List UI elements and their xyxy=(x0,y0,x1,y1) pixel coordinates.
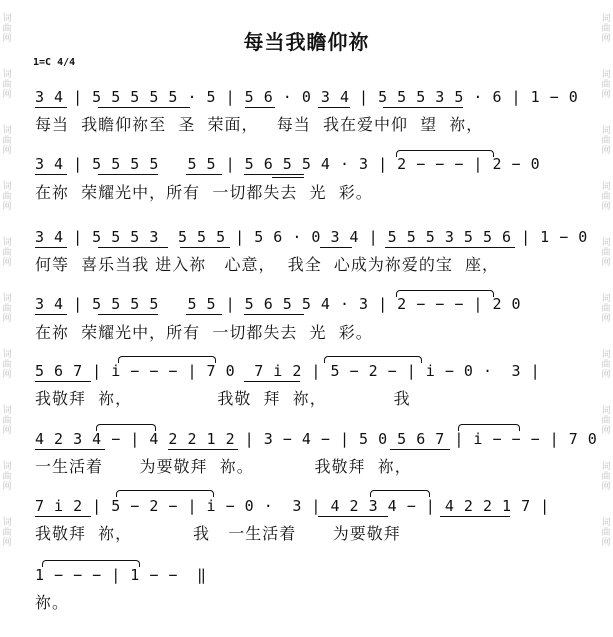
watermark-char: 词 xyxy=(601,14,611,24)
watermark-char: 网 xyxy=(2,482,12,492)
notation-line-3: 3 4 | 5 5 5 3 5 5 5 | 5 6 · 0 3 4 | 5 5 5 3 5 5 6 | 1 − 0 xyxy=(35,228,588,246)
watermark-char: 网 xyxy=(601,370,611,380)
watermark-char: 词 xyxy=(2,126,12,136)
beam xyxy=(385,247,515,248)
beam xyxy=(383,107,463,108)
watermark-char: 曲 xyxy=(2,80,12,90)
beam xyxy=(98,314,158,315)
watermark-group xyxy=(601,70,610,100)
watermark-group xyxy=(2,406,11,436)
notation-line-5: 5 6 7 | i − − − | 7 0 7 i 2 | 5 − 2 − | i − 0 · 3 | xyxy=(35,362,541,380)
watermark-char: 网 xyxy=(2,202,12,212)
watermark-char: 网 xyxy=(601,90,611,100)
lyrics-line-2: 在祢 荣耀光中，所有 一切都失去 光 彩。 xyxy=(35,183,373,202)
watermark-char: 曲 xyxy=(2,416,12,426)
beam xyxy=(320,247,352,248)
beam xyxy=(390,449,450,450)
tie xyxy=(96,424,156,431)
watermark-right xyxy=(599,0,613,637)
tie xyxy=(396,290,494,297)
watermark-char: 曲 xyxy=(601,416,611,426)
watermark-char: 网 xyxy=(2,90,12,100)
beam xyxy=(35,449,105,450)
watermark-char: 网 xyxy=(601,202,611,212)
tie xyxy=(42,560,140,567)
watermark-char: 曲 xyxy=(2,248,12,258)
watermark-group xyxy=(2,238,11,268)
watermark-char: 曲 xyxy=(2,528,12,538)
watermark-char: 词 xyxy=(601,462,611,472)
notation-line-1: 3 4 | 5 5 5 5 5 · 5 | 5 6 · 0 3 4 | 5 5 5 3 5 · 6 | 1 − 0 xyxy=(35,88,579,106)
watermark-char: 词 xyxy=(2,238,12,248)
watermark-char: 词 xyxy=(601,406,611,416)
watermark-group xyxy=(601,238,610,268)
watermark-char: 曲 xyxy=(2,360,12,370)
tie xyxy=(116,490,214,497)
lyrics-line-5: 我敬拜 祢， 我敬 拜 祢， 我 xyxy=(35,389,411,408)
beam xyxy=(186,174,222,175)
watermark-group xyxy=(601,518,610,548)
beam xyxy=(245,107,275,108)
beam xyxy=(35,107,67,108)
beam xyxy=(35,314,67,315)
watermark-char: 曲 xyxy=(601,360,611,370)
watermark-char: 词 xyxy=(601,350,611,360)
watermark-char: 词 xyxy=(2,350,12,360)
watermark-group xyxy=(601,350,610,380)
watermark-char: 词 xyxy=(2,294,12,304)
watermark-char: 词 xyxy=(2,70,12,80)
watermark-char: 词 xyxy=(2,182,12,192)
watermark-group xyxy=(2,294,11,324)
beam xyxy=(186,314,222,315)
watermark-char: 词 xyxy=(601,126,611,136)
watermark-char: 网 xyxy=(2,426,12,436)
notation-line-7: 7 i 2 | 5 − 2 − | i − 0 · 3 | 4 2 3 4 − | 4 2 2 1 7 | xyxy=(35,497,550,515)
beam xyxy=(180,247,230,248)
lyrics-line-8: 祢。 xyxy=(35,593,70,612)
watermark-char: 曲 xyxy=(601,192,611,202)
lyrics-line-1: 每当 我瞻仰祢至 圣 荣面， 每当 我在爱中仰 望 祢， xyxy=(35,115,484,134)
watermark-char: 曲 xyxy=(601,304,611,314)
watermark-char: 词 xyxy=(601,238,611,248)
beam xyxy=(272,177,304,178)
tie xyxy=(118,356,216,363)
watermark-group xyxy=(2,182,11,212)
watermark-char: 网 xyxy=(2,538,12,548)
watermark-group xyxy=(2,70,11,100)
notation-line-2: 3 4 | 5 5 5 5 5 5 | 5 6 5 5 4 · 3 | 2 − − − | 2 − 0 xyxy=(35,155,541,173)
beam xyxy=(318,107,350,108)
tie xyxy=(370,490,430,497)
watermark-char: 曲 xyxy=(2,136,12,146)
watermark-char: 网 xyxy=(601,426,611,436)
notation-line-6: 4 2 3 4 − | 4 2 2 1 2 | 3 − 4 − | 5 0 5 6 7 | i − − − | 7 0 xyxy=(35,430,598,448)
watermark-char: 网 xyxy=(2,314,12,324)
watermark-group xyxy=(2,462,11,492)
watermark-char: 曲 xyxy=(601,472,611,482)
beam xyxy=(35,247,67,248)
lyrics-line-3: 何等 喜乐当我 进入祢 心意， 我全 心成为祢爱的宝 座， xyxy=(35,255,500,274)
lyrics-line-6: 一生活着 为要敬拜 祢。 我敬拜 祢， xyxy=(35,457,412,476)
watermark-char: 网 xyxy=(601,258,611,268)
watermark-char: 词 xyxy=(601,294,611,304)
watermark-char: 词 xyxy=(601,70,611,80)
watermark-char: 词 xyxy=(2,14,12,24)
watermark-char: 曲 xyxy=(601,80,611,90)
watermark-group xyxy=(601,126,610,156)
watermark-group xyxy=(601,462,610,492)
watermark-group xyxy=(601,406,610,436)
watermark-group xyxy=(2,518,11,548)
watermark-group xyxy=(2,350,11,380)
watermark-char: 网 xyxy=(601,146,611,156)
tie xyxy=(458,424,520,431)
beam xyxy=(440,516,510,517)
watermark-char: 网 xyxy=(601,34,611,44)
watermark-left xyxy=(0,0,14,637)
watermark-char: 网 xyxy=(2,370,12,380)
watermark-char: 曲 xyxy=(601,136,611,146)
beam xyxy=(98,174,158,175)
watermark-group xyxy=(2,126,11,156)
watermark-char: 曲 xyxy=(2,24,12,34)
watermark-char: 词 xyxy=(2,406,12,416)
notation-line-8: 1 − − − | 1 − − ‖ xyxy=(35,566,207,584)
notation-line-4: 3 4 | 5 5 5 5 5 5 | 5 6 5 5 4 · 3 | 2 − − − | 2 0 xyxy=(35,295,522,313)
watermark-char: 网 xyxy=(2,34,12,44)
watermark-char: 网 xyxy=(601,538,611,548)
beam xyxy=(35,174,67,175)
lyrics-line-4: 在祢 荣耀光中，所有 一切都失去 光 彩。 xyxy=(35,323,373,342)
watermark-char: 曲 xyxy=(601,24,611,34)
beam xyxy=(244,381,300,382)
beam xyxy=(244,174,304,175)
watermark-char: 网 xyxy=(2,258,12,268)
lyrics-line-7: 我敬拜 祢， 我 一生活着 为要敬拜 xyxy=(35,524,401,543)
watermark-char: 词 xyxy=(601,518,611,528)
beam xyxy=(244,314,304,315)
watermark-char: 曲 xyxy=(601,248,611,258)
watermark-char: 网 xyxy=(601,482,611,492)
beam xyxy=(98,107,190,108)
watermark-char: 词 xyxy=(2,518,12,528)
watermark-char: 曲 xyxy=(2,472,12,482)
watermark-group xyxy=(601,294,610,324)
beam xyxy=(98,247,168,248)
watermark-char: 曲 xyxy=(2,304,12,314)
song-title: 每当我瞻仰祢 xyxy=(243,30,370,54)
watermark-char: 曲 xyxy=(601,528,611,538)
tie xyxy=(396,150,494,157)
beam xyxy=(35,516,91,517)
watermark-group xyxy=(601,182,610,212)
watermark-char: 词 xyxy=(601,182,611,192)
watermark-char: 词 xyxy=(2,462,12,472)
watermark-char: 曲 xyxy=(2,192,12,202)
beam xyxy=(318,516,388,517)
beam xyxy=(168,449,238,450)
watermark-char: 网 xyxy=(601,314,611,324)
beam xyxy=(35,381,91,382)
tie xyxy=(324,356,422,363)
watermark-char: 网 xyxy=(2,146,12,156)
key-signature: 1=C 4/4 xyxy=(33,57,76,68)
